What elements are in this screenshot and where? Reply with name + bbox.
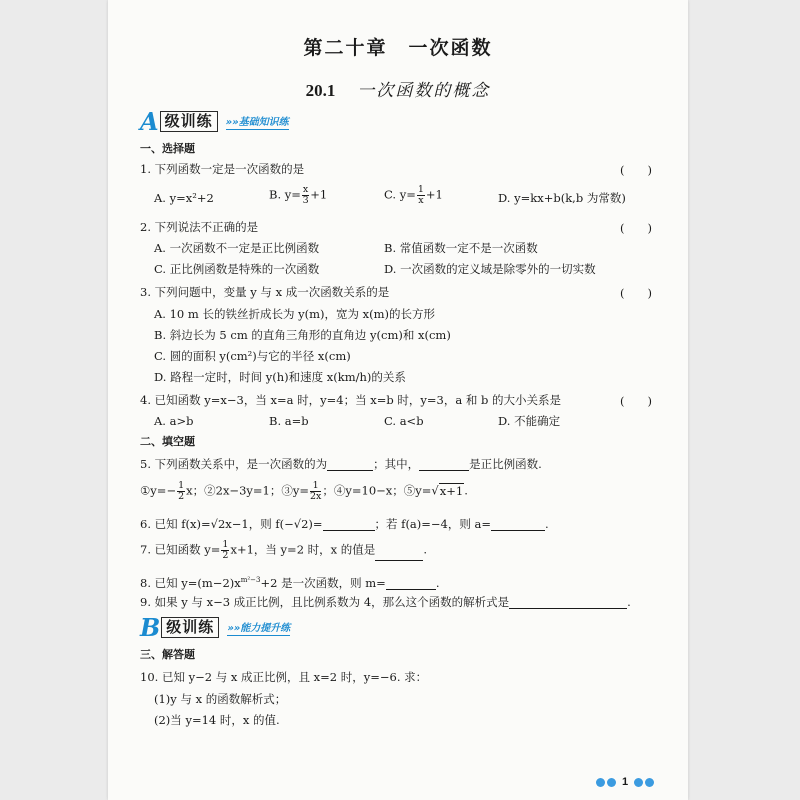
part-choice-heading: 一、选择题 [140,142,195,155]
level-b-label: 级训练 [161,617,219,638]
q2-option-d: D. 一次函数的定义域是除零外的一切实数 [384,262,596,276]
question-9: 9. 如果 y 与 x−3 成正比例，且比例系数为 4，那么这个函数的解析式是 . [140,595,631,609]
answer-blank [327,458,373,471]
answer-blank [375,548,423,561]
question-3-stem: 3. 下列问题中，变量 y 与 x 成一次函数关系的是 [140,285,390,299]
answer-parentheses: ( ) [620,221,652,235]
q3-option-d: D. 路程一定时，时间 y(h)和速度 x(km/h)的关系 [154,370,406,384]
question-7: 7. 已知函数 y= $\frac{1}{2}$ x+1，当 y=2 时，x 的值是 . [140,539,427,561]
answer-blank [419,458,469,471]
question-5-stem: 5. 下列函数关系中，是一次函数的为 ；其中， 是正比例函数. [140,457,542,471]
level-b-tag: »»能力提升练 [227,619,290,636]
page-footer [596,776,654,788]
question-10-part-1: (1)y 与 x 的函数解析式； [154,692,287,706]
q3-option-c: C. 圆的面积 y(cm²)与它的半径 x(cm) [154,349,351,363]
q4-option-b: B. a=b [269,414,309,428]
q4-option-d: D. 不能确定 [498,414,561,428]
q3-option-a: A. 10 m 长的铁丝折成长为 y(m)，宽为 x(m)的长方形 [154,307,436,321]
section-number: 20.1 [305,81,336,100]
decorative-dots [596,778,616,787]
part-solve-heading: 三、解答题 [140,648,195,661]
question-6: 6. 已知 f(x)=√2x−1，则 f(−√2)= ；若 f(a)=−4，则 a= . [140,517,549,531]
decorative-dots [634,778,654,787]
level-a-tag: »»基础知识练 [226,113,289,130]
q3-option-b: B. 斜边长为 5 cm 的直角三角形的直角边 y(cm)和 x(cm) [154,328,451,342]
level-b-letter: B [140,612,161,642]
q4-option-a: A. a>b [154,414,194,428]
answer-parentheses: ( ) [620,286,652,300]
answer-parentheses: ( ) [620,163,652,177]
question-4-stem: 4. 已知函数 y=x−3，当 x=a 时，y=4；当 x=b 时，y=3，a 和 b 的大小关系是 [140,393,562,407]
section-title: 一次函数的概念 [357,81,491,101]
level-a-letter: A [140,106,159,136]
chapter-title: 第二十章 一次函数 [303,37,493,59]
page-number: 1 [622,776,629,788]
question-10-stem: 10. 已知 y−2 与 x 成正比例，且 x=2 时，y=−6. 求： [140,670,428,684]
textbook-page [108,0,688,800]
question-2-stem: 2. 下列说法不正确的是 [140,220,259,234]
question-1-stem: 1. 下列函数一定是一次函数的是 [140,162,305,176]
answer-blank [386,577,436,590]
q1-option-b: B. y= $\frac{x}{3}$ +1 [269,184,328,206]
answer-blank [491,518,545,531]
answer-blank [323,518,375,531]
answer-blank [509,596,627,609]
q2-option-b: B. 常值函数一定不是一次函数 [384,241,538,255]
question-5-items: ①y=− $\frac{1}{2}$ x；②2x−3y=1；③y= $\frac{1}{2x}$ ；④y=10−x；⑤y=√x+1. [140,480,468,502]
q2-option-c: C. 正比例函数是特殊的一次函数 [154,262,320,276]
section-heading [108,76,688,101]
q1-option-c: C. y= $\frac{1}{x}$ +1 [384,184,443,206]
part-fill-heading: 二、填空题 [140,435,195,448]
level-a-label: 级训练 [160,111,218,132]
q4-option-c: C. a<b [384,414,424,428]
question-8: 8. 已知 $y=(m-2)x^{m^2-3}+2$ 是一次函数，则 m= . [140,575,440,590]
question-10-part-2: (2)当 y=14 时，x 的值. [154,713,280,727]
level-b-banner [140,612,291,642]
answer-parentheses: ( ) [620,394,652,408]
q1-option-a: A. y=x²+2 [154,191,214,205]
q2-option-a: A. 一次函数不一定是正比例函数 [154,241,320,255]
level-a-banner [140,106,289,136]
q1-option-d: D. y=kx+b(k,b 为常数) [498,191,626,205]
